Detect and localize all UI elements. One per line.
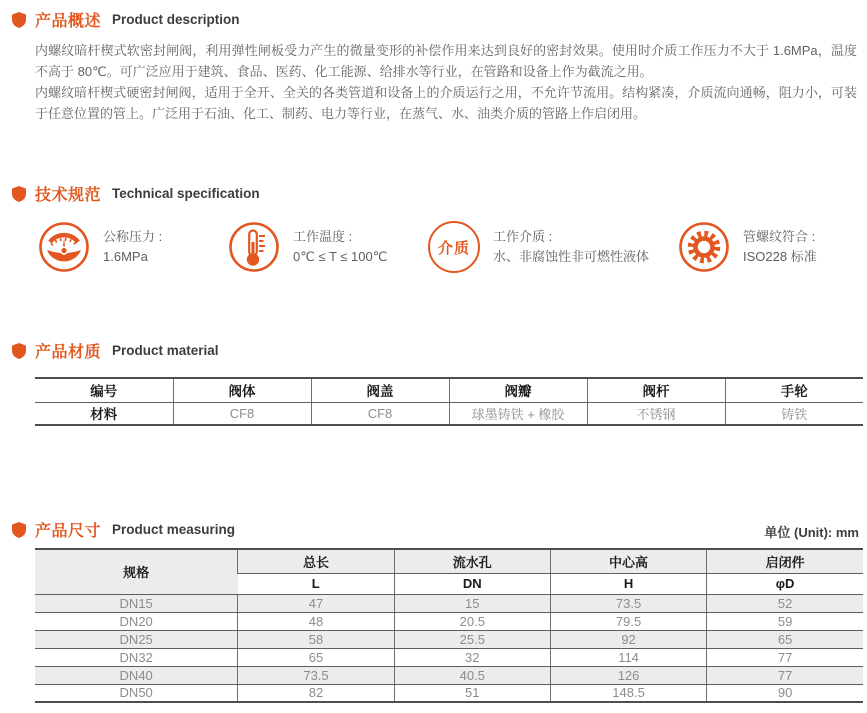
value-cell: 77 (707, 666, 863, 684)
spec-label: 工作介质 : (493, 229, 553, 244)
material-cell: CF8 (311, 402, 449, 425)
section-title-zh: 产品材质 (35, 344, 102, 361)
section-title-en: Product measuring (112, 522, 236, 537)
value-cell: 82 (238, 684, 394, 702)
measuring-head (10, 518, 859, 541)
spec-label: 管螺纹符合 : (743, 229, 816, 244)
spec-label: 公称压力 : (103, 229, 163, 244)
shield-icon (12, 186, 26, 202)
material-row-label: 材料 (35, 402, 173, 425)
value-cell: 90 (707, 684, 863, 702)
material-header-cell: 阀杆 (587, 378, 725, 402)
value-cell: 114 (550, 648, 706, 666)
measuring-sub-header: H (550, 573, 706, 594)
spec-text (493, 227, 649, 267)
material-header-cell: 阀瓣 (449, 378, 587, 402)
spec-value: 水、非腐蚀性非可燃性液体 (493, 249, 650, 264)
measuring-group-header: 流水孔 (394, 549, 550, 573)
value-cell: 20.5 (394, 612, 550, 630)
spec-text (743, 227, 817, 267)
material-header-cell: 阀体 (173, 378, 311, 402)
spec-label: 工作温度 : (293, 229, 353, 244)
medium-badge-text: 介质 (437, 239, 470, 257)
value-cell: 15 (394, 594, 550, 612)
value-cell: 25.5 (394, 630, 550, 648)
value-cell: 92 (550, 630, 706, 648)
section-product-description (10, 8, 861, 124)
section-title-en: Product description (112, 12, 240, 27)
measuring-sub-header: DN (394, 573, 550, 594)
table-row (35, 684, 863, 702)
spec-cell: DN25 (35, 630, 238, 648)
material-cell: 铸铁 (725, 402, 863, 425)
spec-item-medium (428, 221, 678, 273)
measuring-group-header: 总长 (238, 549, 394, 573)
section-product-measuring (10, 518, 861, 703)
spec-cell: DN50 (35, 684, 238, 702)
description-paragraph: 内螺纹暗杆楔式软密封闸阀，利用弹性闸板受力产生的微量变形的补偿作用来达到良好的密封效果。使用时介质工作压力不大于 1.6MPa，温度不高于 80℃。可广泛应用于建筑、食品、医药、化工能源、给排水等行业，在管路和设备上作为截流之用。 (35, 43, 857, 79)
spec-value: ISO228 标准 (743, 249, 817, 264)
measuring-group-header-row (35, 549, 863, 573)
spec-item-temperature (228, 221, 428, 273)
spec-item-thread (678, 221, 817, 273)
value-cell: 47 (238, 594, 394, 612)
section-header-material (12, 339, 861, 362)
value-cell: 51 (394, 684, 550, 702)
description-paragraph: 内螺纹暗杆楔式硬密封闸阀，适用于全开、全关的各类管道和设备上的介质运行之用，不允许节流用。结构紧凑，介质流向通畅，阻力小，可装于任意位置的管上。广泛用于石油、化工、制药、电力等行业，在蒸气、水、油类介质的管路上作启闭用。 (35, 85, 857, 121)
value-cell: 126 (550, 666, 706, 684)
value-cell: 77 (707, 648, 863, 666)
value-cell: 32 (394, 648, 550, 666)
material-header-cell: 编号 (35, 378, 173, 402)
thermometer-icon (228, 221, 280, 273)
shield-icon (12, 522, 26, 538)
section-title-en: Product material (112, 343, 219, 358)
value-cell: 73.5 (238, 666, 394, 684)
section-product-material (10, 339, 861, 426)
material-header-cell: 阀盖 (311, 378, 449, 402)
table-row (35, 630, 863, 648)
section-header-spec (12, 182, 861, 205)
spec-cell: DN15 (35, 594, 238, 612)
measuring-table (35, 548, 863, 703)
value-cell: 48 (238, 612, 394, 630)
spec-text (103, 227, 162, 267)
description-text (35, 40, 857, 124)
value-cell: 65 (238, 648, 394, 666)
shield-icon (12, 12, 26, 28)
table-row (35, 648, 863, 666)
material-table (35, 377, 863, 426)
material-data-row (35, 402, 863, 425)
spec-items-row (38, 221, 861, 273)
measuring-sub-header: L (238, 573, 394, 594)
pressure-gauge-icon (38, 221, 90, 273)
section-header-measuring (12, 518, 235, 541)
value-cell: 148.5 (550, 684, 706, 702)
material-cell: CF8 (173, 402, 311, 425)
spec-item-pressure (38, 221, 228, 273)
value-cell: 79.5 (550, 612, 706, 630)
table-row (35, 594, 863, 612)
measuring-spec-header: 规格 (35, 549, 238, 594)
measuring-sub-header: φD (707, 573, 863, 594)
unit-note: 单位 (Unit): mm (764, 525, 859, 540)
value-cell: 65 (707, 630, 863, 648)
value-cell: 40.5 (394, 666, 550, 684)
table-row (35, 666, 863, 684)
value-cell: 52 (707, 594, 863, 612)
value-cell: 73.5 (550, 594, 706, 612)
spec-cell: DN32 (35, 648, 238, 666)
spec-cell: DN40 (35, 666, 238, 684)
material-cell: 不锈钢 (587, 402, 725, 425)
spec-cell: DN20 (35, 612, 238, 630)
shield-icon (12, 343, 26, 359)
section-header-overview (12, 8, 861, 31)
measuring-group-header: 中心高 (550, 549, 706, 573)
section-title-zh: 技术规范 (35, 187, 102, 204)
material-header-cell: 手轮 (725, 378, 863, 402)
spec-value: 1.6MPa (103, 249, 148, 264)
spec-value: 0℃ ≤ T ≤ 100℃ (293, 249, 388, 264)
value-cell: 58 (238, 630, 394, 648)
table-row (35, 612, 863, 630)
medium-badge-icon (428, 221, 480, 273)
spec-text (293, 227, 387, 267)
section-title-zh: 产品概述 (35, 13, 102, 30)
gear-icon (678, 221, 730, 273)
material-header-row (35, 378, 863, 402)
section-technical-specification (10, 182, 861, 273)
value-cell: 59 (707, 612, 863, 630)
section-title-en: Technical specification (112, 186, 260, 201)
section-title-zh: 产品尺寸 (35, 523, 102, 540)
material-cell: 球墨铸铁 + 橡胶 (449, 402, 587, 425)
measuring-group-header: 启闭件 (707, 549, 863, 573)
